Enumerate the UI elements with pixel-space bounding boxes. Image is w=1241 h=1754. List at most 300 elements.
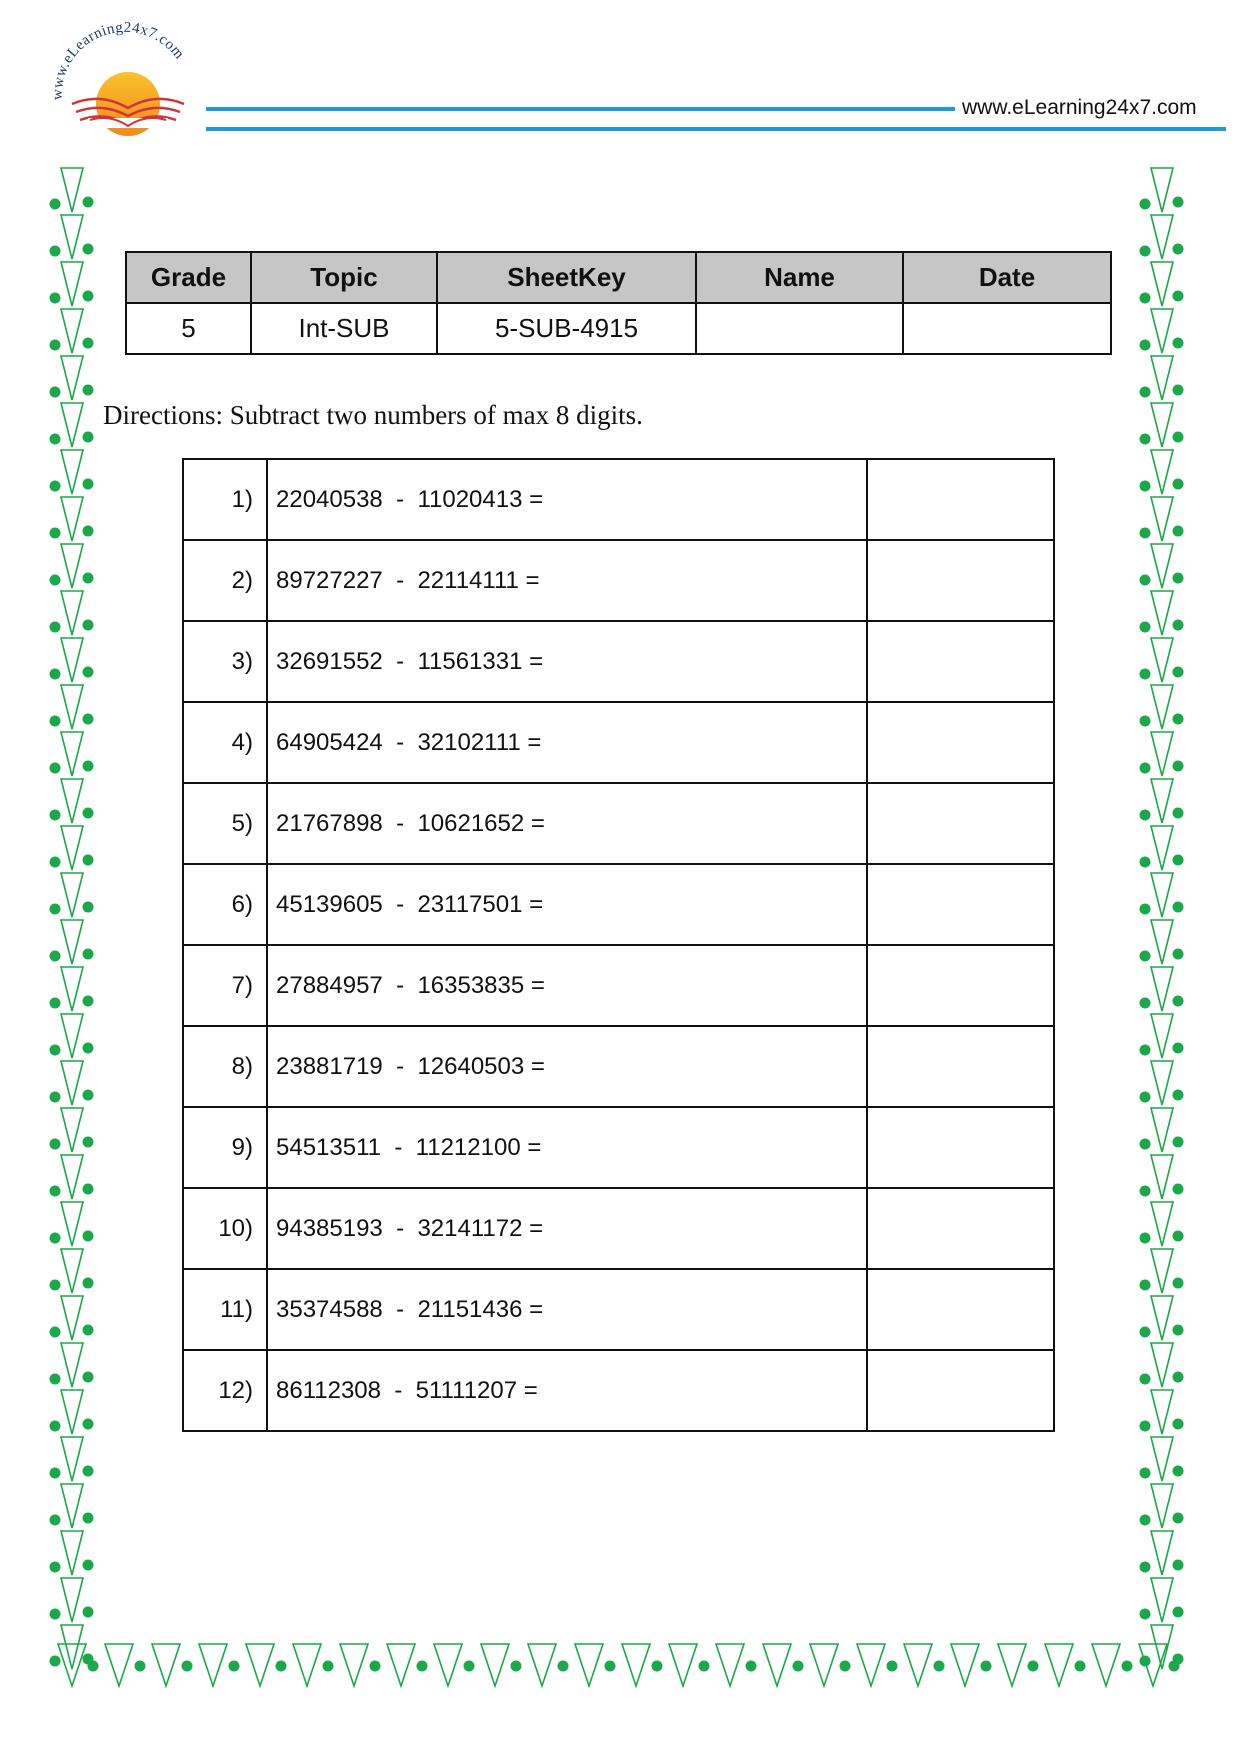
- border-dot: [83, 949, 94, 960]
- border-dot: [83, 1607, 94, 1618]
- border-dot: [840, 1661, 851, 1672]
- border-triangle: [575, 1644, 603, 1686]
- border-dot: [1140, 528, 1151, 539]
- border-dot: [1140, 951, 1151, 962]
- problem-number: 9): [183, 1107, 267, 1188]
- border-dot: [50, 951, 61, 962]
- problems-table: [182, 458, 1055, 1432]
- border-dot: [83, 667, 94, 678]
- border-dot: [1140, 1656, 1151, 1667]
- border-dot: [1140, 1468, 1151, 1479]
- border-dot: [1075, 1661, 1086, 1672]
- border-dot: [83, 479, 94, 490]
- border-triangle: [61, 920, 83, 964]
- border-triangle: [1151, 168, 1173, 212]
- problem-number: 3): [183, 621, 267, 702]
- border-dot: [1140, 998, 1151, 1009]
- border-dot: [83, 808, 94, 819]
- border-dot: [1173, 996, 1184, 1007]
- border-dot: [83, 1090, 94, 1101]
- border-dot: [83, 1325, 94, 1336]
- border-triangle: [61, 1014, 83, 1058]
- border-dot: [1173, 1043, 1184, 1054]
- border-triangle: [61, 1531, 83, 1575]
- border-dot: [1173, 291, 1184, 302]
- border-dot: [50, 810, 61, 821]
- border-dot: [276, 1661, 287, 1672]
- border-triangle: [61, 873, 83, 917]
- border-triangle: [669, 1644, 697, 1686]
- border-dot: [1173, 949, 1184, 960]
- border-triangle: [61, 1578, 83, 1622]
- answer-box[interactable]: [867, 702, 1054, 783]
- border-triangle: [998, 1644, 1026, 1686]
- border-triangle: [105, 1644, 133, 1686]
- border-dot: [83, 1137, 94, 1148]
- border-dot: [50, 1233, 61, 1244]
- header-rule-bottom: [206, 127, 1226, 131]
- border-dot: [1173, 620, 1184, 631]
- problem-expression: 32691552 - 11561331 =: [267, 621, 867, 702]
- problem-number: 1): [183, 459, 267, 540]
- border-triangle: [246, 1644, 274, 1686]
- border-triangle: [1151, 309, 1173, 353]
- border-dot: [83, 573, 94, 584]
- answer-box[interactable]: [867, 783, 1054, 864]
- border-dot: [417, 1661, 428, 1672]
- problem-expression: 94385193 - 32141172 =: [267, 1188, 867, 1269]
- border-triangle: [61, 356, 83, 400]
- border-triangle: [61, 1484, 83, 1528]
- problem-expression: 45139605 - 23117501 =: [267, 864, 867, 945]
- border-dot: [1140, 434, 1151, 445]
- border-dot: [50, 998, 61, 1009]
- border-dot: [50, 575, 61, 586]
- border-triangle: [716, 1644, 744, 1686]
- border-dot: [1140, 904, 1151, 915]
- problem-row: [183, 1107, 1054, 1188]
- border-triangle: [61, 779, 83, 823]
- problem-expression: 23881719 - 12640503 =: [267, 1026, 867, 1107]
- border-dot: [793, 1661, 804, 1672]
- site-logo: [40, 22, 210, 152]
- border-dot: [1140, 1233, 1151, 1244]
- border-triangle: [1151, 1014, 1173, 1058]
- border-dot: [50, 716, 61, 727]
- site-url: www.eLearning24x7.com: [962, 96, 1197, 119]
- border-dot: [511, 1661, 522, 1672]
- border-dot: [699, 1661, 710, 1672]
- border-triangle: [61, 215, 83, 259]
- border-triangle: [1151, 450, 1173, 494]
- border-dot: [1140, 575, 1151, 586]
- problem-expression: 21767898 - 10621652 =: [267, 783, 867, 864]
- problem-number: 11): [183, 1269, 267, 1350]
- border-dot: [1140, 1609, 1151, 1620]
- border-dot: [83, 1231, 94, 1242]
- border-triangle: [1151, 826, 1173, 870]
- border-triangle: [1151, 1202, 1173, 1246]
- border-triangle: [1151, 1390, 1173, 1434]
- problem-expression: 86112308 - 51111207 =: [267, 1350, 867, 1431]
- info-value-row: [126, 303, 1111, 354]
- sheetkey-value: 5-SUB-4915: [437, 303, 696, 354]
- border-dot: [1173, 714, 1184, 725]
- border-dot: [1140, 246, 1151, 257]
- problem-expression: 22040538 - 11020413 =: [267, 459, 867, 540]
- border-dot: [83, 1560, 94, 1571]
- border-triangle: [763, 1644, 791, 1686]
- border-dot: [1140, 199, 1151, 210]
- border-dot: [50, 763, 61, 774]
- border-triangle: [61, 497, 83, 541]
- border-triangle: [528, 1644, 556, 1686]
- border-dot: [370, 1661, 381, 1672]
- border-triangle: [1151, 685, 1173, 729]
- border-dot: [182, 1661, 193, 1672]
- border-triangle: [58, 1644, 86, 1686]
- border-dot: [83, 1654, 94, 1665]
- border-dot: [83, 338, 94, 349]
- logo-text: www.eLearning24x7.com: [49, 22, 188, 101]
- border-dot: [83, 996, 94, 1007]
- border-dot: [1140, 1374, 1151, 1385]
- border-triangle: [1151, 1155, 1173, 1199]
- border-dot: [1173, 479, 1184, 490]
- border-dot: [1173, 1372, 1184, 1383]
- date-field[interactable]: [903, 303, 1111, 354]
- border-triangle: [1151, 544, 1173, 588]
- border-dot: [50, 293, 61, 304]
- border-dot: [1173, 432, 1184, 443]
- border-dot: [1173, 197, 1184, 208]
- border-dot: [1173, 526, 1184, 537]
- border-triangle: [810, 1644, 838, 1686]
- answer-box[interactable]: [867, 1188, 1054, 1269]
- border-triangle: [1151, 497, 1173, 541]
- border-triangle: [61, 309, 83, 353]
- border-dot: [50, 246, 61, 257]
- border-dot: [50, 669, 61, 680]
- problem-row: [183, 864, 1054, 945]
- border-dot: [1169, 1661, 1180, 1672]
- sheetkey-header: SheetKey: [437, 252, 696, 303]
- border-triangle: [61, 1249, 83, 1293]
- border-dot: [1173, 1466, 1184, 1477]
- problem-row: [183, 621, 1054, 702]
- border-dot: [50, 1562, 61, 1573]
- answer-box[interactable]: [867, 459, 1054, 540]
- border-triangle: [1151, 591, 1173, 635]
- border-triangle: [61, 1061, 83, 1105]
- border-triangle: [61, 1108, 83, 1152]
- border-dot: [1140, 1421, 1151, 1432]
- border-dot: [1140, 1092, 1151, 1103]
- answer-box[interactable]: [867, 945, 1054, 1026]
- grade-value: 5: [126, 303, 251, 354]
- border-dot: [1140, 1280, 1151, 1291]
- problem-row: [183, 459, 1054, 540]
- border-triangle: [61, 591, 83, 635]
- info-header-row: [126, 252, 1111, 303]
- border-dot: [50, 1609, 61, 1620]
- border-triangle: [1151, 403, 1173, 447]
- border-dot: [1140, 810, 1151, 821]
- border-triangle: [340, 1644, 368, 1686]
- problem-expression: 27884957 - 16353835 =: [267, 945, 867, 1026]
- border-dot: [50, 1092, 61, 1103]
- border-triangle: [152, 1644, 180, 1686]
- border-dot: [1173, 1325, 1184, 1336]
- problem-number: 10): [183, 1188, 267, 1269]
- border-dot: [1140, 1562, 1151, 1573]
- border-dot: [83, 1372, 94, 1383]
- border-triangle: [61, 403, 83, 447]
- border-triangle: [1151, 1625, 1173, 1669]
- problem-row: [183, 1350, 1054, 1431]
- border-triangle: [61, 1155, 83, 1199]
- border-triangle: [61, 168, 83, 212]
- border-dot: [1173, 1419, 1184, 1430]
- border-dot: [50, 1515, 61, 1526]
- date-header: Date: [903, 252, 1111, 303]
- problem-expression: 89727227 - 22114111 =: [267, 540, 867, 621]
- answer-box[interactable]: [867, 1026, 1054, 1107]
- problem-number: 4): [183, 702, 267, 783]
- border-dot: [83, 197, 94, 208]
- border-triangle: [1151, 1437, 1173, 1481]
- border-triangle: [61, 685, 83, 729]
- border-dot: [50, 1421, 61, 1432]
- border-dot: [83, 1043, 94, 1054]
- border-triangle: [1151, 967, 1173, 1011]
- border-triangle: [1151, 1108, 1173, 1152]
- border-dot: [83, 1466, 94, 1477]
- border-dot: [50, 340, 61, 351]
- border-triangle: [199, 1644, 227, 1686]
- border-dot: [83, 761, 94, 772]
- answer-box[interactable]: [867, 621, 1054, 702]
- border-triangle: [1151, 1249, 1173, 1293]
- border-dot: [1140, 622, 1151, 633]
- border-dot: [50, 904, 61, 915]
- border-dot: [50, 1186, 61, 1197]
- border-dot: [1122, 1661, 1133, 1672]
- border-dot: [1140, 387, 1151, 398]
- border-triangle: [293, 1644, 321, 1686]
- problem-number: 5): [183, 783, 267, 864]
- border-dot: [1140, 1139, 1151, 1150]
- border-triangle: [387, 1644, 415, 1686]
- border-dot: [135, 1661, 146, 1672]
- border-dot: [83, 291, 94, 302]
- answer-box[interactable]: [867, 1350, 1054, 1431]
- border-dot: [83, 526, 94, 537]
- border-triangle: [857, 1644, 885, 1686]
- border-triangle: [1045, 1644, 1073, 1686]
- border-triangle: [61, 1296, 83, 1340]
- border-triangle: [61, 544, 83, 588]
- border-dot: [83, 1184, 94, 1195]
- border-dot: [1173, 244, 1184, 255]
- border-dot: [1140, 1327, 1151, 1338]
- problem-row: [183, 1188, 1054, 1269]
- problem-number: 2): [183, 540, 267, 621]
- directions-text: Directions: Subtract two numbers of max 8 digits.: [103, 400, 643, 430]
- border-dot: [1173, 1278, 1184, 1289]
- border-dot: [464, 1661, 475, 1672]
- answer-box[interactable]: [867, 864, 1054, 945]
- border-triangle: [1151, 1531, 1173, 1575]
- border-triangle: [1151, 638, 1173, 682]
- border-triangle: [61, 826, 83, 870]
- name-field[interactable]: [696, 303, 903, 354]
- border-dot: [88, 1661, 99, 1672]
- answer-box[interactable]: [867, 1107, 1054, 1188]
- border-dot: [83, 385, 94, 396]
- border-dot: [1173, 1137, 1184, 1148]
- border-dot: [1173, 1184, 1184, 1195]
- problem-row: [183, 540, 1054, 621]
- border-dot: [558, 1661, 569, 1672]
- border-dot: [1173, 385, 1184, 396]
- problem-expression: 35374588 - 21151436 =: [267, 1269, 867, 1350]
- problem-row: [183, 783, 1054, 864]
- info-table: [125, 251, 1112, 355]
- border-triangle: [481, 1644, 509, 1686]
- border-triangle: [61, 638, 83, 682]
- border-dot: [1140, 1515, 1151, 1526]
- answer-box[interactable]: [867, 540, 1054, 621]
- problem-row: [183, 1269, 1054, 1350]
- border-dot: [83, 432, 94, 443]
- problem-expression: 54513511 - 11212100 =: [267, 1107, 867, 1188]
- border-triangle: [61, 1343, 83, 1387]
- border-dot: [1173, 1090, 1184, 1101]
- border-dot: [934, 1661, 945, 1672]
- border-dot: [1140, 1045, 1151, 1056]
- border-dot: [50, 857, 61, 868]
- border-triangle: [434, 1644, 462, 1686]
- border-dot: [1140, 340, 1151, 351]
- border-dot: [83, 714, 94, 725]
- border-dot: [50, 434, 61, 445]
- border-dot: [1140, 857, 1151, 868]
- border-triangle: [61, 1390, 83, 1434]
- border-triangle: [61, 967, 83, 1011]
- border-triangle: [61, 1625, 83, 1669]
- border-dot: [50, 528, 61, 539]
- border-triangle: [1151, 356, 1173, 400]
- border-dot: [652, 1661, 663, 1672]
- border-dot: [50, 1280, 61, 1291]
- border-dot: [1173, 338, 1184, 349]
- border-triangle: [61, 1202, 83, 1246]
- border-dot: [83, 1278, 94, 1289]
- border-dot: [83, 1513, 94, 1524]
- border-dot: [50, 1139, 61, 1150]
- border-dot: [83, 1419, 94, 1430]
- border-dot: [605, 1661, 616, 1672]
- border-dot: [1173, 761, 1184, 772]
- border-dot: [50, 1374, 61, 1385]
- border-dot: [50, 387, 61, 398]
- border-dot: [1173, 1560, 1184, 1571]
- border-triangle: [61, 732, 83, 776]
- border-triangle: [1151, 1484, 1173, 1528]
- header-rule-top: [206, 107, 955, 111]
- grade-header: Grade: [126, 252, 251, 303]
- border-triangle: [1092, 1644, 1120, 1686]
- border-dot: [1173, 667, 1184, 678]
- border-dot: [50, 481, 61, 492]
- topic-value: Int-SUB: [251, 303, 437, 354]
- border-dot: [50, 1468, 61, 1479]
- border-dot: [746, 1661, 757, 1672]
- problem-row: [183, 945, 1054, 1026]
- border-dot: [323, 1661, 334, 1672]
- border-triangle: [1151, 732, 1173, 776]
- border-dot: [1173, 1654, 1184, 1665]
- border-dot: [83, 620, 94, 631]
- border-triangle: [1151, 1343, 1173, 1387]
- border-triangle: [904, 1644, 932, 1686]
- border-triangle: [951, 1644, 979, 1686]
- border-triangle: [1151, 779, 1173, 823]
- border-dot: [1173, 1513, 1184, 1524]
- name-header: Name: [696, 252, 903, 303]
- border-dot: [83, 855, 94, 866]
- border-dot: [1028, 1661, 1039, 1672]
- border-dot: [1173, 573, 1184, 584]
- border-dot: [887, 1661, 898, 1672]
- border-triangle: [1151, 1296, 1173, 1340]
- border-dot: [1140, 716, 1151, 727]
- topic-header: Topic: [251, 252, 437, 303]
- problem-expression: 64905424 - 32102111 =: [267, 702, 867, 783]
- border-triangle: [622, 1644, 650, 1686]
- answer-box[interactable]: [867, 1269, 1054, 1350]
- border-dot: [1140, 669, 1151, 680]
- border-triangle: [61, 450, 83, 494]
- border-dot: [1173, 1231, 1184, 1242]
- border-dot: [981, 1661, 992, 1672]
- problem-number: 7): [183, 945, 267, 1026]
- border-dot: [83, 244, 94, 255]
- border-triangle: [1139, 1644, 1167, 1686]
- border-dot: [1173, 902, 1184, 913]
- border-triangle: [1151, 1061, 1173, 1105]
- border-dot: [1173, 1607, 1184, 1618]
- border-dot: [1140, 293, 1151, 304]
- border-dot: [50, 199, 61, 210]
- border-triangle: [1151, 920, 1173, 964]
- problem-number: 6): [183, 864, 267, 945]
- border-triangle: [61, 262, 83, 306]
- border-triangle: [1151, 873, 1173, 917]
- border-dot: [50, 622, 61, 633]
- border-dot: [1173, 855, 1184, 866]
- problem-row: [183, 702, 1054, 783]
- border-dot: [50, 1327, 61, 1338]
- border-dot: [1140, 1186, 1151, 1197]
- border-dot: [1140, 481, 1151, 492]
- border-triangle: [1151, 1578, 1173, 1622]
- border-triangle: [1151, 215, 1173, 259]
- problem-number: 8): [183, 1026, 267, 1107]
- border-dot: [229, 1661, 240, 1672]
- border-triangle: [1151, 262, 1173, 306]
